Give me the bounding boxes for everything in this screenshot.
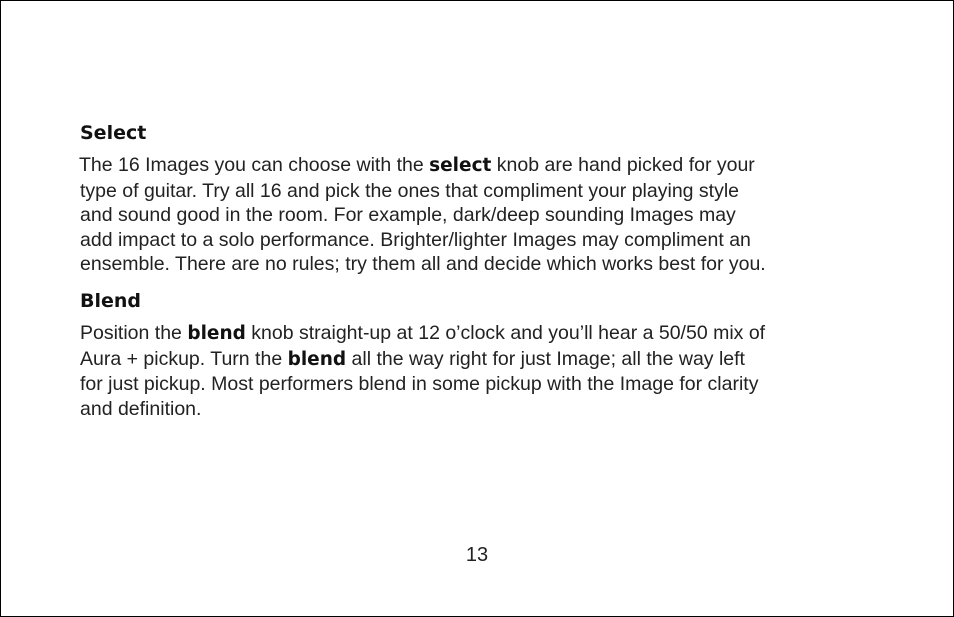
blend-knob-keyword: blend [187, 323, 246, 344]
paragraph-line [80, 347, 880, 373]
paragraph-line: for just pickup. Most performers blend in some pickup with the Image for clarity [80, 373, 759, 396]
blend-paragraph [80, 321, 880, 421]
section-heading-select: Select [80, 122, 147, 144]
blend-knob-keyword: blend [287, 348, 347, 370]
line-text: Position the [80, 322, 188, 344]
section-heading-blend: Blend [80, 290, 142, 312]
paragraph-line: and definition. [80, 397, 202, 420]
select-paragraph [79, 153, 879, 277]
line-text: Aura + pickup. Turn the [80, 347, 288, 370]
paragraph-line: ensemble. There are no rules; try them all and decide which works best for you. [80, 253, 766, 276]
line-text: The 16 Images you can choose with the [79, 154, 430, 176]
select-knob-keyword: select [429, 155, 492, 176]
line-text: knob are hand picked for your [491, 154, 755, 176]
paragraph-line: add impact to a solo performance. Brighter/lighter Images may compliment an [80, 228, 751, 251]
paragraph-line [80, 321, 880, 347]
page-number: 13 [465, 544, 489, 566]
paragraph-line: and sound good in the room. For example, dark/deep sounding Images may [80, 204, 736, 227]
paragraph-line: type of guitar. Try all 16 and pick the ones that compliment your playing style [80, 179, 740, 202]
line-text: knob straight-up at 12 o’clock and you’ll hear a 50/50 mix of [245, 322, 766, 344]
paragraph-line [79, 153, 879, 179]
line-text: all the way right for just Image; all the way left [346, 347, 745, 370]
